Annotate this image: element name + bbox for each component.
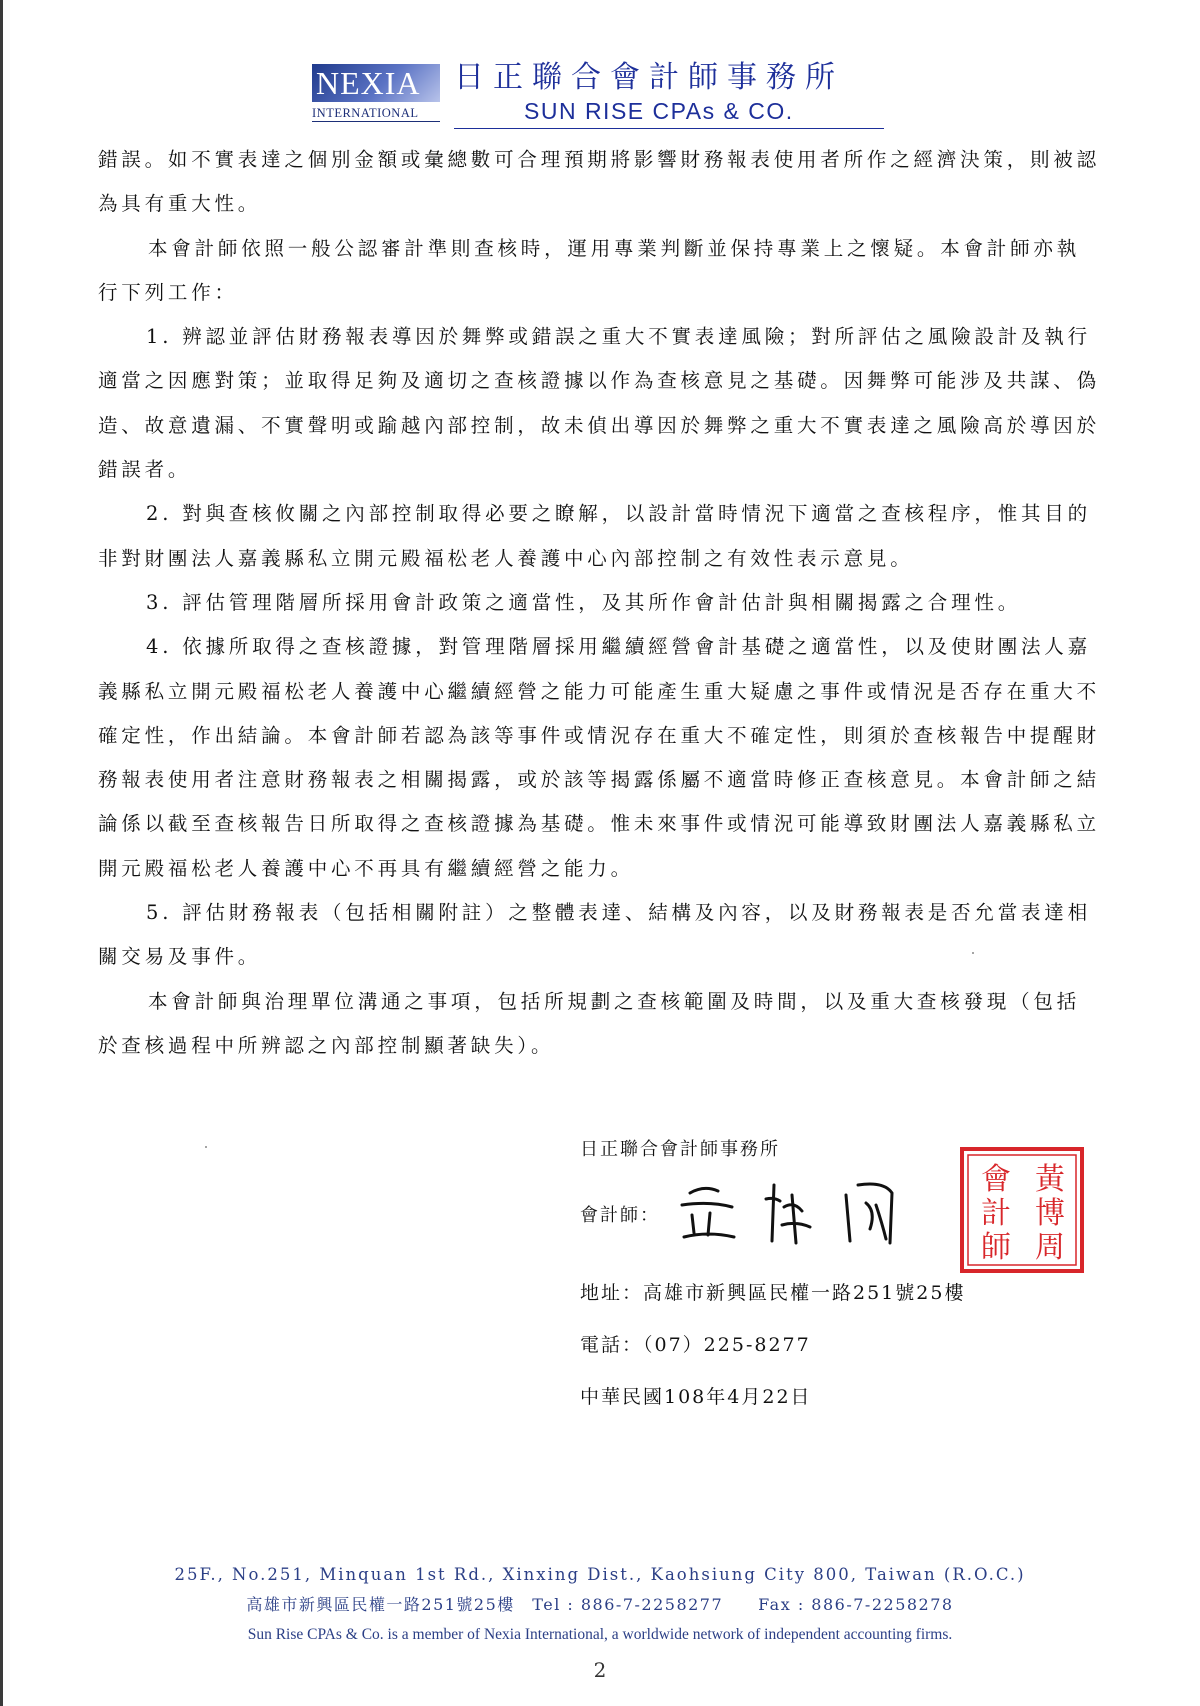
report-date: 中華民國108年4月22日: [580, 1386, 812, 1408]
list-item-going-concern: 4. 依據所取得之查核證據，對管理階層採用繼續經營會計基礎之適當性，以及使財團法人嘉義縣私立開元殿福松老人養護中心繼續經營之能力可能產生重大疑慮之事件或情況是否存在重大不確定性，作出結論。本會計師若認為該等事件或情況存在重大不確定性，則須於查核報告中提醒財務報表使用者注意財務報表之相關揭露，或於該等揭露係屬不適當時修正查核意見。本會計師之結論係以截至查核報告日所取得之查核證據為基礎。惟未來事件或情況可能導致財團法人嘉義縣私立開元殿福松老人養護中心不再具有繼續經營之能力。: [98, 635, 1100, 880]
signature-block: [580, 1135, 1100, 1415]
firm-name-english: SUN RISE CPAs & CO.: [524, 98, 794, 124]
page-number: 2: [593, 1658, 607, 1682]
footer-address-contact: 高雄市新興區民權一路251號25樓 Tel : 886-7-2258277 Fax : 886-7-2258278: [246, 1595, 954, 1614]
list-item-overall-presentation: 5. 評估財務報表（包括相關附註）之整體表達、結構及內容，以及財務報表是否允當表達相關交易及事件。: [98, 901, 1091, 969]
signature-firm-name: 日正聯合會計師事務所: [580, 1139, 780, 1160]
nexia-logo-subtitle: INTERNATIONAL: [312, 106, 440, 122]
firm-address: 地址：高雄市新興區民權一路251號25樓: [580, 1282, 966, 1304]
nexia-logo: [312, 62, 440, 122]
svg-text:師: 師: [981, 1230, 1011, 1265]
footer-address-english: 25F., No.251, Minquan 1st Rd., Xinxing Dist., Kaohsiung City 800, Taiwan (R.O.C.): [174, 1565, 1026, 1584]
list-item-risk-assessment: 1. 辨認並評估財務報表導因於舞弊或錯誤之重大不實表達風險；對所評估之風險設計及執行適當之因應對策；並取得足夠及適切之查核證據以作為查核意見之基礎。因舞弊可能涉及共謀、偽造、故意遺漏、不實聲明或踰越內部控制，故未偵出導因於舞弊之重大不實表達之風險高於導因於錯誤者。: [98, 325, 1100, 482]
paragraph-governance-communication: 本會計師與治理單位溝通之事項，包括所規劃之查核範圍及時間，以及重大查核發現（包括於查核過程中所辨認之內部控制顯著缺失）。: [98, 989, 1081, 1057]
scan-speck: [972, 952, 974, 954]
cpa-label: 會計師：: [580, 1205, 660, 1226]
nexia-logo-word: NEXIA: [316, 65, 421, 101]
paragraph-materiality: 錯誤。如不實表達之個別金額或彙總數可合理預期將影響財務報表使用者所作之經濟決策，則被認為具有重大性。: [98, 148, 1100, 216]
letterhead: [312, 58, 882, 128]
list-item-internal-control: 2. 對與查核攸關之內部控制取得必要之瞭解，以設計當時情況下適當之查核程序，惟其目的非對財團法人嘉義縣私立開元殿福松老人養護中心內部控制之有效性表示意見。: [98, 502, 1091, 570]
handwritten-signature: [670, 1171, 930, 1251]
footer-membership-note: Sun Rise CPAs & Co. is a member of Nexia International, a worldwide network of independent accounting firms.: [247, 1626, 953, 1643]
firm-phone: 電話：（07）225-8277: [580, 1334, 811, 1356]
report-body: [98, 138, 1103, 1068]
page-footer: [0, 1560, 1200, 1650]
svg-text:會: 會: [981, 1162, 1011, 1197]
letterhead-divider: [454, 128, 884, 129]
svg-text:周: 周: [1035, 1230, 1065, 1265]
svg-text:博: 博: [1035, 1196, 1065, 1231]
cpa-seal-stamp: [958, 1145, 1086, 1275]
svg-text:黃: 黃: [1035, 1162, 1065, 1197]
scan-speck: [205, 1146, 207, 1148]
paragraph-auditor-procedures: 本會計師依照一般公認審計準則查核時，運用專業判斷並保持專業上之懷疑。本會計師亦執行下列工作：: [98, 236, 1081, 304]
firm-name-chinese: 日正聯合會計師事務所: [454, 60, 844, 95]
list-item-accounting-policies: 3. 評估管理階層所採用會計政策之適當性，及其所作會計估計與相關揭露之合理性。: [146, 590, 1022, 614]
svg-text:計: 計: [981, 1196, 1011, 1231]
page-left-edge: [0, 0, 3, 1706]
